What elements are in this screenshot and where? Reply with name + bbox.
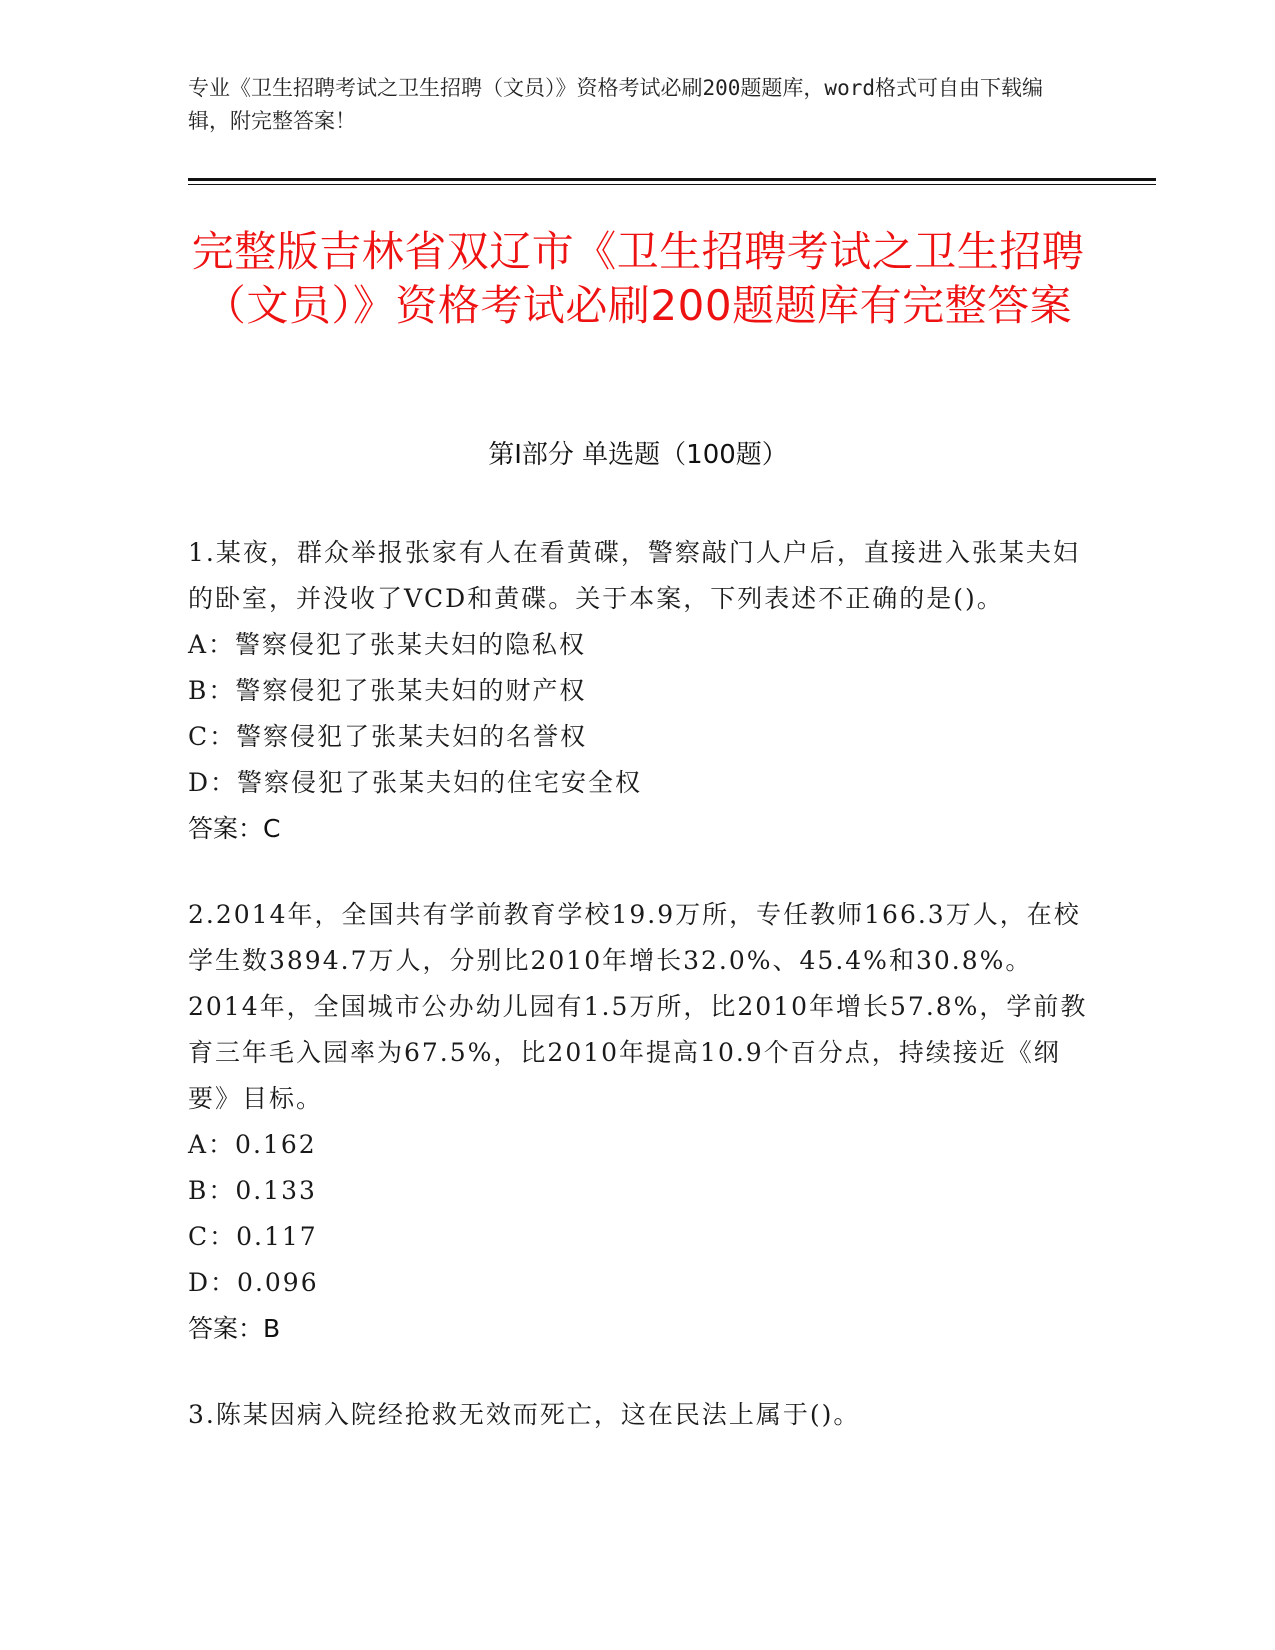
answer: 答案：C xyxy=(188,814,281,843)
question-stem: 1.某夜，群众举报张家有人在看黄碟，警察敲门人户后，直接进入张某夫妇的卧室，并没收了VCD和黄碟。关于本案，下列表述不正确的是()。 xyxy=(188,538,1080,613)
question-2 xyxy=(188,892,1088,1352)
option-d: D：警察侵犯了张某夫妇的住宅安全权 xyxy=(188,768,643,797)
answer: 答案：B xyxy=(188,1314,281,1343)
option-a: A：警察侵犯了张某夫妇的隐私权 xyxy=(188,630,587,659)
option-c: C：警察侵犯了张某夫妇的名誉权 xyxy=(188,722,588,751)
option-b: B：警察侵犯了张某夫妇的财产权 xyxy=(188,676,587,705)
option-d: D：0.096 xyxy=(188,1268,319,1297)
question-3 xyxy=(188,1392,1088,1438)
question-list xyxy=(188,530,1088,1478)
header-rule-thin xyxy=(188,184,1156,185)
option-b: B：0.133 xyxy=(188,1176,317,1205)
header-rule-thick xyxy=(188,178,1156,181)
question-stem: 2.2014年，全国共有学前教育学校19.9万所，专任教师166.3万人，在校学生数3894.7万人，分别比2010年增长32.0%、45.4%和30.8%。2014年，全国城市公办幼儿园有1.5万所，比2010年增长57.8%，学前教育三年毛入园率为67.5%，比2010年提高10.9个百分点，持续接近《纲要》目标。 xyxy=(188,900,1088,1113)
header-note: 专业《卫生招聘考试之卫生招聘（文员）》资格考试必刷200题题库，word格式可自由下载编辑，附完整答案！ xyxy=(188,76,1043,133)
document-title: 完整版吉林省双辽市《卫生招聘考试之卫生招聘（文员）》资格考试必刷200题题库有完整答案 xyxy=(191,227,1085,330)
option-a: A：0.162 xyxy=(188,1130,317,1159)
section-title: 第Ⅰ部分 单选题（100题） xyxy=(488,440,788,470)
question-1 xyxy=(188,530,1088,852)
option-c: C：0.117 xyxy=(188,1222,318,1251)
question-stem: 3.陈某因病入院经抢救无效而死亡，这在民法上属于()。 xyxy=(188,1400,861,1429)
